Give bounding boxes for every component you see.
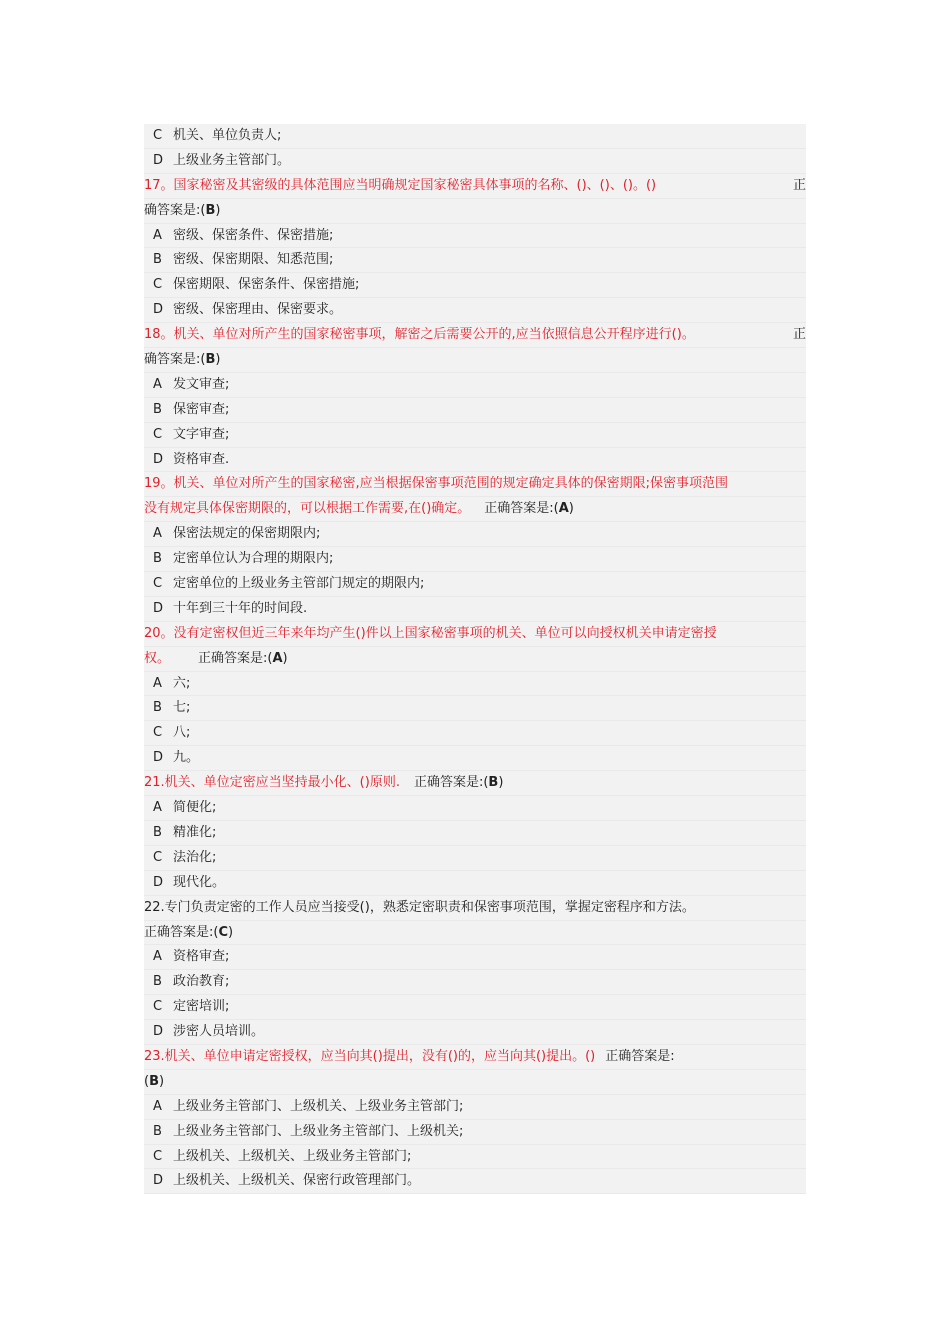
option-line: C 八; <box>144 721 806 746</box>
option-line: C 法治化; <box>144 846 806 871</box>
option-line: D 涉密人员培训。 <box>144 1020 806 1045</box>
option-line: B 密级、保密期限、知悉范围; <box>144 248 806 273</box>
question-19-stem: 19。机关、单位对所产生的国家秘密,应当根据保密事项范围的规定确定具体的保密期限;保密事项范围 <box>144 472 806 497</box>
question-17-answer: 确答案是:(B) <box>144 199 806 224</box>
question-21-stem: 21.机关、单位定密应当坚持最小化、()原则. 正确答案是:(B) <box>144 771 806 796</box>
option-text: 上级业务主管部门。 <box>173 152 291 168</box>
question-18-stem: 18。机关、单位对所产生的国家秘密事项，解密之后需要公开的,应当依照信息公开程序进行()。 正 <box>144 323 806 348</box>
option-line: C 保密期限、保密条件、保密措施; <box>144 273 806 298</box>
question-22-stem: 22.专门负责定密的工作人员应当接受()，熟悉定密职责和保密事项范围，掌握定密程序和方法。 <box>144 896 806 921</box>
option-line: D 资格审查. <box>144 448 806 473</box>
option-line <box>144 149 806 174</box>
option-line: D 上级机关、上级机关、保密行政管理部门。 <box>144 1169 806 1194</box>
question-18-answer: 确答案是:(B) <box>144 348 806 373</box>
option-letter: C <box>153 128 163 143</box>
option-line: B 定密单位认为合理的期限内; <box>144 547 806 572</box>
option-line: A 密级、保密条件、保密措施; <box>144 224 806 249</box>
question-20-stem-cont: 权。 正确答案是:(A) <box>144 647 806 672</box>
document-panel <box>144 124 806 1194</box>
option-line: B 保密审查; <box>144 398 806 423</box>
option-line: C 定密单位的上级业务主管部门规定的期限内; <box>144 572 806 597</box>
option-line: C 上级机关、上级机关、上级业务主管部门; <box>144 1145 806 1170</box>
question-23-answer: (B) <box>144 1070 806 1095</box>
option-line: D 十年到三十年的时间段. <box>144 597 806 622</box>
question-23-stem: 23.机关、单位申请定密授权，应当向其()提出，没有()的，应当向其()提出。() 正确答案是: <box>144 1045 806 1070</box>
option-line: C 文字审查; <box>144 423 806 448</box>
option-text: 机关、单位负责人; <box>173 128 282 143</box>
question-17-stem: 17。国家秘密及其密级的具体范围应当明确规定国家秘密具体事项的名称、()、()、()。() 正 <box>144 174 806 199</box>
option-line: D 现代化。 <box>144 871 806 896</box>
option-line: A 六; <box>144 672 806 697</box>
question-20-stem: 20。没有定密权但近三年来年均产生()件以上国家秘密事项的机关、单位可以向授权机关申请定密授 <box>144 622 806 647</box>
option-line: B 七; <box>144 696 806 721</box>
option-line: A 保密法规定的保密期限内; <box>144 522 806 547</box>
question-22-answer: 正确答案是:(C) <box>144 921 806 946</box>
option-line: A 资格审查; <box>144 945 806 970</box>
option-line: A 上级业务主管部门、上级机关、上级业务主管部门; <box>144 1095 806 1120</box>
question-19-stem-cont: 没有规定具体保密期限的，可以根据工作需要,在()确定。 正确答案是:(A) <box>144 497 806 522</box>
option-line: C 定密培训; <box>144 995 806 1020</box>
option-line: D 密级、保密理由、保密要求。 <box>144 298 806 323</box>
option-line: B 精准化; <box>144 821 806 846</box>
option-line: A 简便化; <box>144 796 806 821</box>
option-line: B 上级业务主管部门、上级业务主管部门、上级机关; <box>144 1120 806 1145</box>
option-letter: D <box>153 152 164 168</box>
option-line: A 发文审查; <box>144 373 806 398</box>
option-line <box>144 124 806 149</box>
option-line: D 九。 <box>144 746 806 771</box>
option-line: B 政治教育; <box>144 970 806 995</box>
